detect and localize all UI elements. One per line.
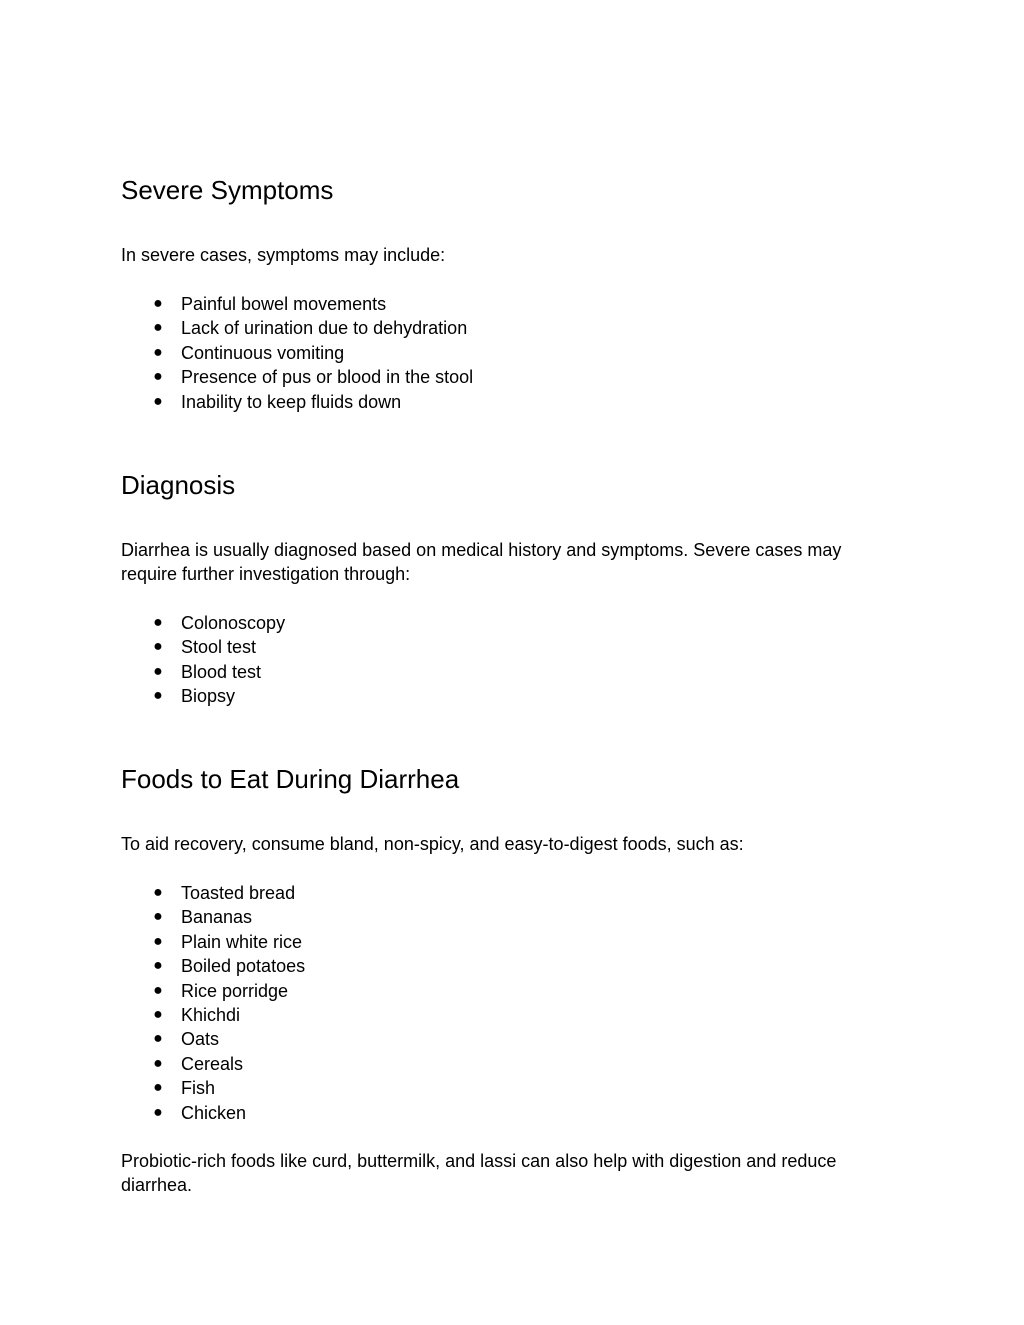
list-item: [121, 979, 305, 1003]
list-item-text: Boiled potatoes: [181, 956, 306, 977]
bullet-icon: ●: [153, 392, 163, 410]
list-item-text: Lack of urination due to dehydration: [181, 318, 468, 339]
list-item: [121, 365, 473, 389]
bullet-icon: ●: [153, 295, 163, 312]
list-item-text: Cereals: [181, 1053, 244, 1074]
bullet-icon: ●: [153, 1005, 163, 1023]
list-item-text: Oats: [181, 1029, 220, 1050]
list-item-text: Painful bowel movements: [181, 294, 387, 314]
list-item-text: Inability to keep fluids down: [181, 391, 402, 412]
bullet-icon: ●: [153, 1030, 163, 1048]
list-item-text: Stool test: [181, 637, 257, 658]
list-item: [121, 316, 473, 340]
bullet-icon: ●: [153, 1054, 163, 1072]
list-item: [121, 1052, 305, 1076]
list-item-text: Toasted bread: [181, 883, 296, 903]
foods-list: [121, 881, 305, 1125]
list-item: [121, 611, 285, 635]
list-item-text: Continuous vomiting: [181, 342, 345, 363]
bullet-icon: ●: [153, 932, 163, 950]
list-item-text: Rice porridge: [181, 980, 289, 1001]
bullet-icon: ●: [153, 1079, 163, 1097]
bullet-icon: ●: [153, 687, 163, 705]
list-item: [121, 954, 305, 978]
list-item: [121, 1027, 305, 1051]
list-item-text: Khichdi: [181, 1004, 241, 1025]
list-item: [121, 1101, 305, 1125]
bullet-icon: ●: [153, 638, 163, 656]
list-item: [121, 390, 473, 414]
list-item-text: Plain white rice: [181, 931, 303, 952]
section-heading-foods: Foods to Eat During Diarrhea: [121, 764, 460, 794]
list-item: [121, 881, 305, 905]
section-outro-foods: Probiotic-rich foods like curd, buttermilk, and lassi can also help with digestion and reduce diarrhea.: [121, 1151, 837, 1196]
list-item-text: Chicken: [181, 1102, 247, 1123]
section-heading-diagnosis: Diagnosis: [121, 470, 236, 500]
bullet-icon: ●: [153, 319, 163, 337]
bullet-icon: ●: [153, 884, 163, 901]
bullet-icon: ●: [153, 343, 163, 361]
list-item: [121, 1076, 305, 1100]
list-item: [121, 684, 285, 708]
diagnosis-list: [121, 611, 285, 709]
bullet-icon: ●: [153, 662, 163, 680]
list-item-text: Biopsy: [181, 686, 236, 707]
section-heading-severe-symptoms: Severe Symptoms: [121, 175, 334, 205]
list-item-text: Fish: [181, 1078, 216, 1099]
bullet-icon: ●: [153, 368, 163, 386]
list-item-text: Bananas: [181, 907, 253, 928]
list-item: [121, 341, 473, 365]
section-intro-foods: To aid recovery, consume bland, non-spicy, and easy-to-digest foods, such as:: [121, 834, 744, 854]
bullet-icon: ●: [153, 957, 163, 975]
list-item: [121, 660, 285, 684]
bullet-icon: ●: [153, 614, 163, 631]
section-intro-severe-symptoms: In severe cases, symptoms may include:: [121, 245, 446, 265]
list-item: [121, 905, 305, 929]
symptom-list: [121, 292, 473, 414]
list-item-text: Colonoscopy: [181, 613, 286, 633]
list-item: [121, 292, 473, 316]
list-item-text: Presence of pus or blood in the stool: [181, 367, 474, 388]
section-intro-diagnosis: Diarrhea is usually diagnosed based on medical history and symptoms. Severe cases may require further investigation through:: [121, 540, 842, 585]
list-item: [121, 1003, 305, 1027]
bullet-icon: ●: [153, 981, 163, 999]
bullet-icon: ●: [153, 908, 163, 926]
list-item-text: Blood test: [181, 661, 262, 682]
list-item: [121, 930, 305, 954]
list-item: [121, 635, 285, 659]
bullet-icon: ●: [153, 1103, 163, 1121]
